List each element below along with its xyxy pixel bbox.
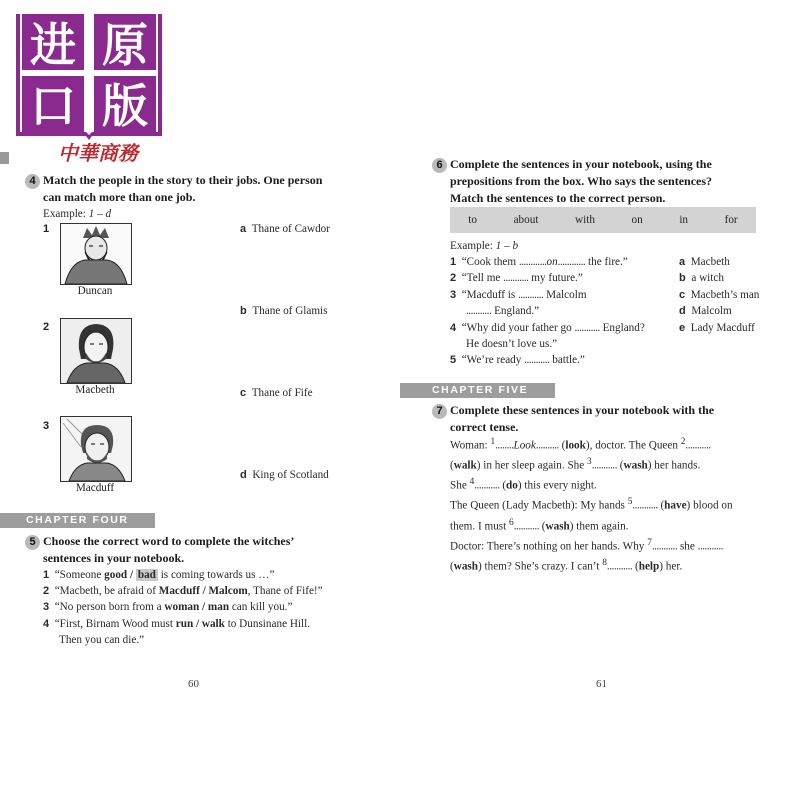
job-c: c Thane of Fife — [240, 387, 313, 399]
job-d: d King of Scotland — [240, 469, 329, 481]
person-name-duncan: Duncan — [77, 285, 113, 297]
person-name-macbeth: Macbeth — [75, 384, 115, 396]
list-item: 4 “First, Birnam Wood must run / walk to Dunsinane Hill. — [43, 617, 311, 630]
logo-char-1: 进 — [30, 18, 76, 72]
preposition: about — [513, 214, 539, 226]
person-number: 1 — [43, 223, 50, 235]
exercise-7 — [432, 402, 792, 436]
list-item: d Malcolm — [679, 305, 732, 318]
list-item: 1 “Someone good / bad is coming towards us …” — [43, 568, 275, 581]
exercise-number: 4 — [25, 174, 40, 189]
preposition: for — [724, 214, 738, 226]
duncan-portrait-image — [60, 223, 132, 285]
exercise-7-passage: Woman: $^1$........Look.......... (look), doctor. The Queen $^2$........... (walk) in her sleep again. She $^3$........... (wash) her hands. She $^4$........... (do) this every night. The Queen (Lady Macbeth): My hands $^5$........... (have) blood on them. I must $^6$........... (wash) them again. Doctor: There’s nothing on her hands. Why $^7$........... she ........... (wash) them? She’s crazy. I can’t $^8$........... (help) her. — [450, 437, 733, 573]
exercise-5-title: 5 Choose the correct word to complete the witches’ sentences in your notebook. — [25, 533, 385, 567]
chapter-five-heading: CHAPTER FIVE — [400, 383, 555, 398]
list-item: a Macbeth — [679, 256, 730, 268]
list-item: 4 “Why did your father go ........... England? — [450, 321, 645, 334]
preposition: to — [468, 214, 477, 226]
chapter-four-heading: CHAPTER FOUR — [0, 513, 155, 528]
exercise-number: 7 — [432, 404, 447, 419]
publisher-name: 中華商務 — [58, 141, 138, 164]
list-item: 2 “Macbeth, be afraid of Macduff / Malcom, Thane of Fife!” — [43, 584, 323, 597]
list-item-continuation: Then you can die.” — [59, 634, 145, 647]
list-item: 5 “We’re ready ........... battle.” — [450, 354, 585, 367]
list-item-continuation: ........... England.” — [466, 305, 540, 318]
exercise-4-example: Example: 1 – d — [43, 207, 112, 220]
macduff-portrait-image — [60, 416, 132, 482]
person-name-macduff: Macduff — [75, 482, 115, 494]
exercise-6-example: Example: 1 – b — [450, 240, 519, 252]
prepositions-box — [450, 207, 756, 233]
list-item: b a witch — [679, 272, 724, 285]
exercise-6 — [432, 156, 792, 206]
person-number: 2 — [43, 321, 50, 333]
macbeth-portrait-image — [60, 318, 132, 384]
exercise-4 — [25, 172, 375, 222]
filled-answer: Look — [513, 439, 536, 452]
person-number: 3 — [43, 420, 50, 432]
list-item: 3 “Macduff is ........... Malcolm — [450, 288, 587, 301]
exercise-number: 5 — [25, 535, 40, 550]
exercise-number: 6 — [432, 158, 447, 173]
page-number-left: 60 — [188, 678, 199, 690]
preposition: on — [631, 214, 643, 226]
exercise-6-title: 6 Complete the sentences in your notebook, using the prepositions from the box. Who says the sentences? Match the sentences to the correct person. — [432, 156, 792, 206]
list-item: 3 “No person born from a woman / man can kill you.” — [43, 601, 293, 614]
list-item-continuation: He doesn’t love us.” — [466, 338, 558, 351]
job-a: a Thane of Cawdor — [240, 223, 331, 235]
logo-char-4: 版 — [102, 79, 148, 133]
list-item: 2 “Tell me ........... my future.” — [450, 272, 583, 285]
publisher-logo — [14, 14, 164, 164]
exercise-5-items — [25, 567, 385, 649]
list-item: 1 “Cook them ............on............ the fire.” — [450, 256, 628, 268]
exercise-5 — [25, 533, 385, 649]
exercise-6-sentences — [450, 254, 675, 369]
preposition: in — [679, 214, 689, 226]
exercise-6-people — [679, 254, 794, 336]
preposition: with — [575, 214, 595, 226]
filled-answer: on — [546, 256, 558, 268]
page-edge-marker — [0, 152, 9, 164]
page-number-right: 61 — [596, 678, 607, 690]
job-b: b Thane of Glamis — [240, 305, 328, 317]
list-item: e Lady Macduff — [679, 321, 755, 334]
exercise-7-title: 7 Complete these sentences in your notebook with the correct tense. — [432, 402, 792, 436]
logo-char-3: 口 — [30, 79, 76, 133]
logo-char-2: 原 — [102, 18, 148, 72]
exercise-4-title: 4 Match the people in the story to their jobs. One person can match more than one job. — [25, 172, 375, 206]
list-item: c Macbeth’s man — [679, 288, 760, 301]
highlighted-answer: bad — [137, 568, 156, 581]
